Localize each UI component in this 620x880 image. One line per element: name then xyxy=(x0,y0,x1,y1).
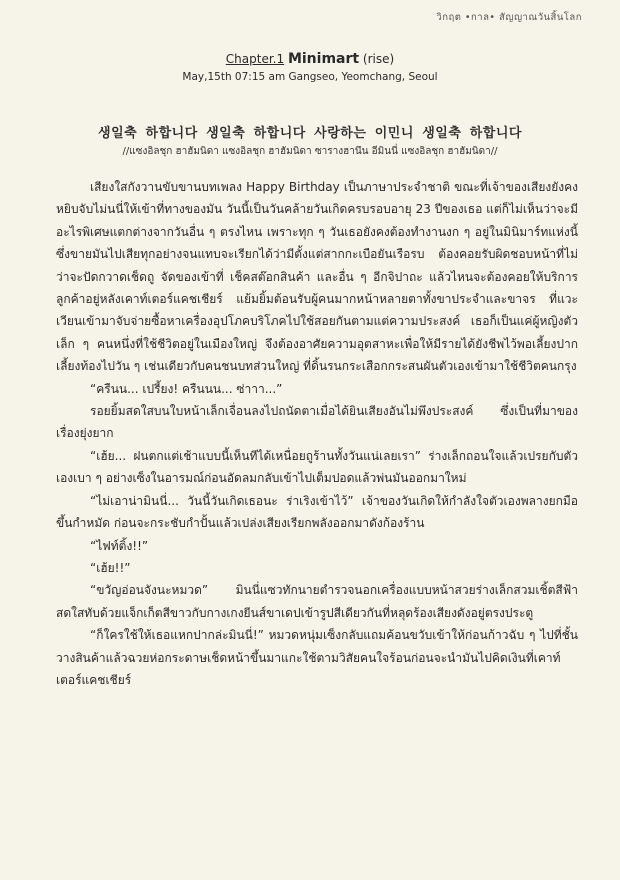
paragraph: “ครืนน... เปรี้ยง! ครืนนน... ซ่าาา...” xyxy=(90,381,283,396)
song-korean: 생일축 하합니다 생일축 하합니다 사랑하는 이민니 생일축 하합니다 xyxy=(98,126,522,141)
paragraph: “ไม่เอาน่ามินนี่... วันนี้วันเกิดเธอนะ ร่าเริงเข้าไว้” เจ้าของวันเกิดให้กำลังใจตัวเองพลางยกมือขึ้นกำหมัด ก่อนจะกระชับกำปั้นแล้วเปล่งเสียงเรียกพลังออกมาดังก้องร้าน xyxy=(56,493,578,531)
running-header: วิกฤต •กาล• สัญญาณวันสิ้นโลก xyxy=(436,12,582,23)
chapter-title: Minimart xyxy=(287,51,360,67)
chapter-heading xyxy=(0,52,620,85)
paragraph: เสียงใสกังวานขับขานบทเพลง Happy Birthday เป็นภาษาประจำชาติ ขณะที่เจ้าของเสียงยังคงหยิบจับไม่นนี่ให้เข้าที่ทางของมัน วันนี้เป็นวันคล้ายวันเกิดครบรอบอายุ 23 ปีของเธอ แต่ก็ไม่เห็นว่าจะมีอะไรพิเศษแตกต่างจากวันอื่น ๆ ตรงไหน เพราะทุก ๆ วันเธอยังคงต้องทำงานงก ๆ อยู่ในมินิมาร์ทแห่งนี้ซึ่งขายมันไปเสียทุกอย่างจนแทบจะเรียกได้ว่ามีตั้งแต่สากกะเบือยันเรือรบ ต้องคอยรับผิดชอบหน้าที่ไม่ว่าจะปัดกวาดเช็ดถู จัดของเข้าที่ เช็คสต๊อกสินค้า และอื่น ๆ อีกจิปาถะ แล้วไหนจะต้องคอยให้บริการลูกค้าอยู่หลังเคาท์เตอร์แคชเชียร์ แย้มยิ้มต้อนรับผู้คนมากหน้าหลายตาทั้งขาประจำและขาจร ที่แวะเวียนเข้ามาจับจ่ายซื้อหาเครื่องอุปโภคบริโภคไปใช้สอยกันตามแต่ความประสงค์ เธอก็เป็นแค่ผู้หญิงตัวเล็ก ๆ คนหนึ่งที่ใช้ชีวิตอยู่ในเมืองใหญ่ จึงต้องอาศัยความอุตสาหะเพื่อให้มีรายได้ยังชีพไว้พอเลี้ยงปากเลี้ยงท้องไปวัน ๆ เช่นเดียวกับคนชนบทส่วนใหญ่ ที่ดิ้นรนกระเสือกกระสนผันตัวเองเข้ามาใช้ชีวิตคนกรุง xyxy=(56,180,578,374)
date-location: May,15th 07:15 am Gangseo, Yeomchang, Seoul xyxy=(182,71,438,83)
paragraph: “เฮ้ย!!” xyxy=(90,560,131,575)
chapter-subtitle: (rise) xyxy=(362,52,395,66)
paragraph: รอยยิ้มสดใสบนใบหน้าเล็กเจื่อนลงไปถนัดตาเมื่อได้ยินเสียงอันไม่พึงประสงค์ ซึ่งเป็นที่มาของเรื่องยุ่งยาก xyxy=(56,404,578,441)
chapter-label: Chapter.1 xyxy=(225,52,285,66)
body-text xyxy=(56,176,578,691)
paragraph: “ก็ใครใช้ให้เธอแหกปากล่ะมินนี่!” หมวดหนุ่มเซ็งกลับแถมค้อนขวับเข้าให้ก่อนก้าวฉับ ๆ ไปที่ชั้นวางสินค้าแล้วฉวยห่อกระดาษเช็ดหน้าขึ้นมาแกะใช้ตามวิสัยคนใจร้อนก่อนจะนำมันไปคิดเงินที่เคาท์เตอร์แคชเชียร์ xyxy=(56,628,578,687)
paragraph: “เฮ้ย... ฝนตกแต่เช้าแบบนี้เห็นทีได้เหนื่อยถูร้านทั้งวันแน่เลยเรา” ร่างเล็กถอนใจแล้วเปรยกับตัวเองเบา ๆ อย่างเซ็งในอารมณ์ก่อนอัดลมกลับเข้าไปเต็มปอดแล้วพ่นมันออกมาใหม่ xyxy=(56,448,578,486)
paragraph: “ขวัญอ่อนจังนะหมวด” มินนี่แซวทักนายตำรวจนอกเครื่องแบบหน้าสวยร่างเล็กสวมเชิ้ตสีฟ้าสดใสทับด้วยแจ็กเก็ตสีขาวกับกางเกงยีนส์ขาเดปเข้ารูปสีเดียวกันที่หลุดร้องเสียงดังอยู่ตรงประตู xyxy=(56,583,578,620)
paragraph: “ไฟท์ติ้ง!!” xyxy=(90,538,149,553)
song-transliteration: //แซงอิลชุก ฮาฮัมนิดา แซงอิลชุก ฮาฮัมนิดา ซารางฮานึน อีมินนี่ แซงอิลชุก ฮาฮัมนิดา// xyxy=(122,146,498,157)
